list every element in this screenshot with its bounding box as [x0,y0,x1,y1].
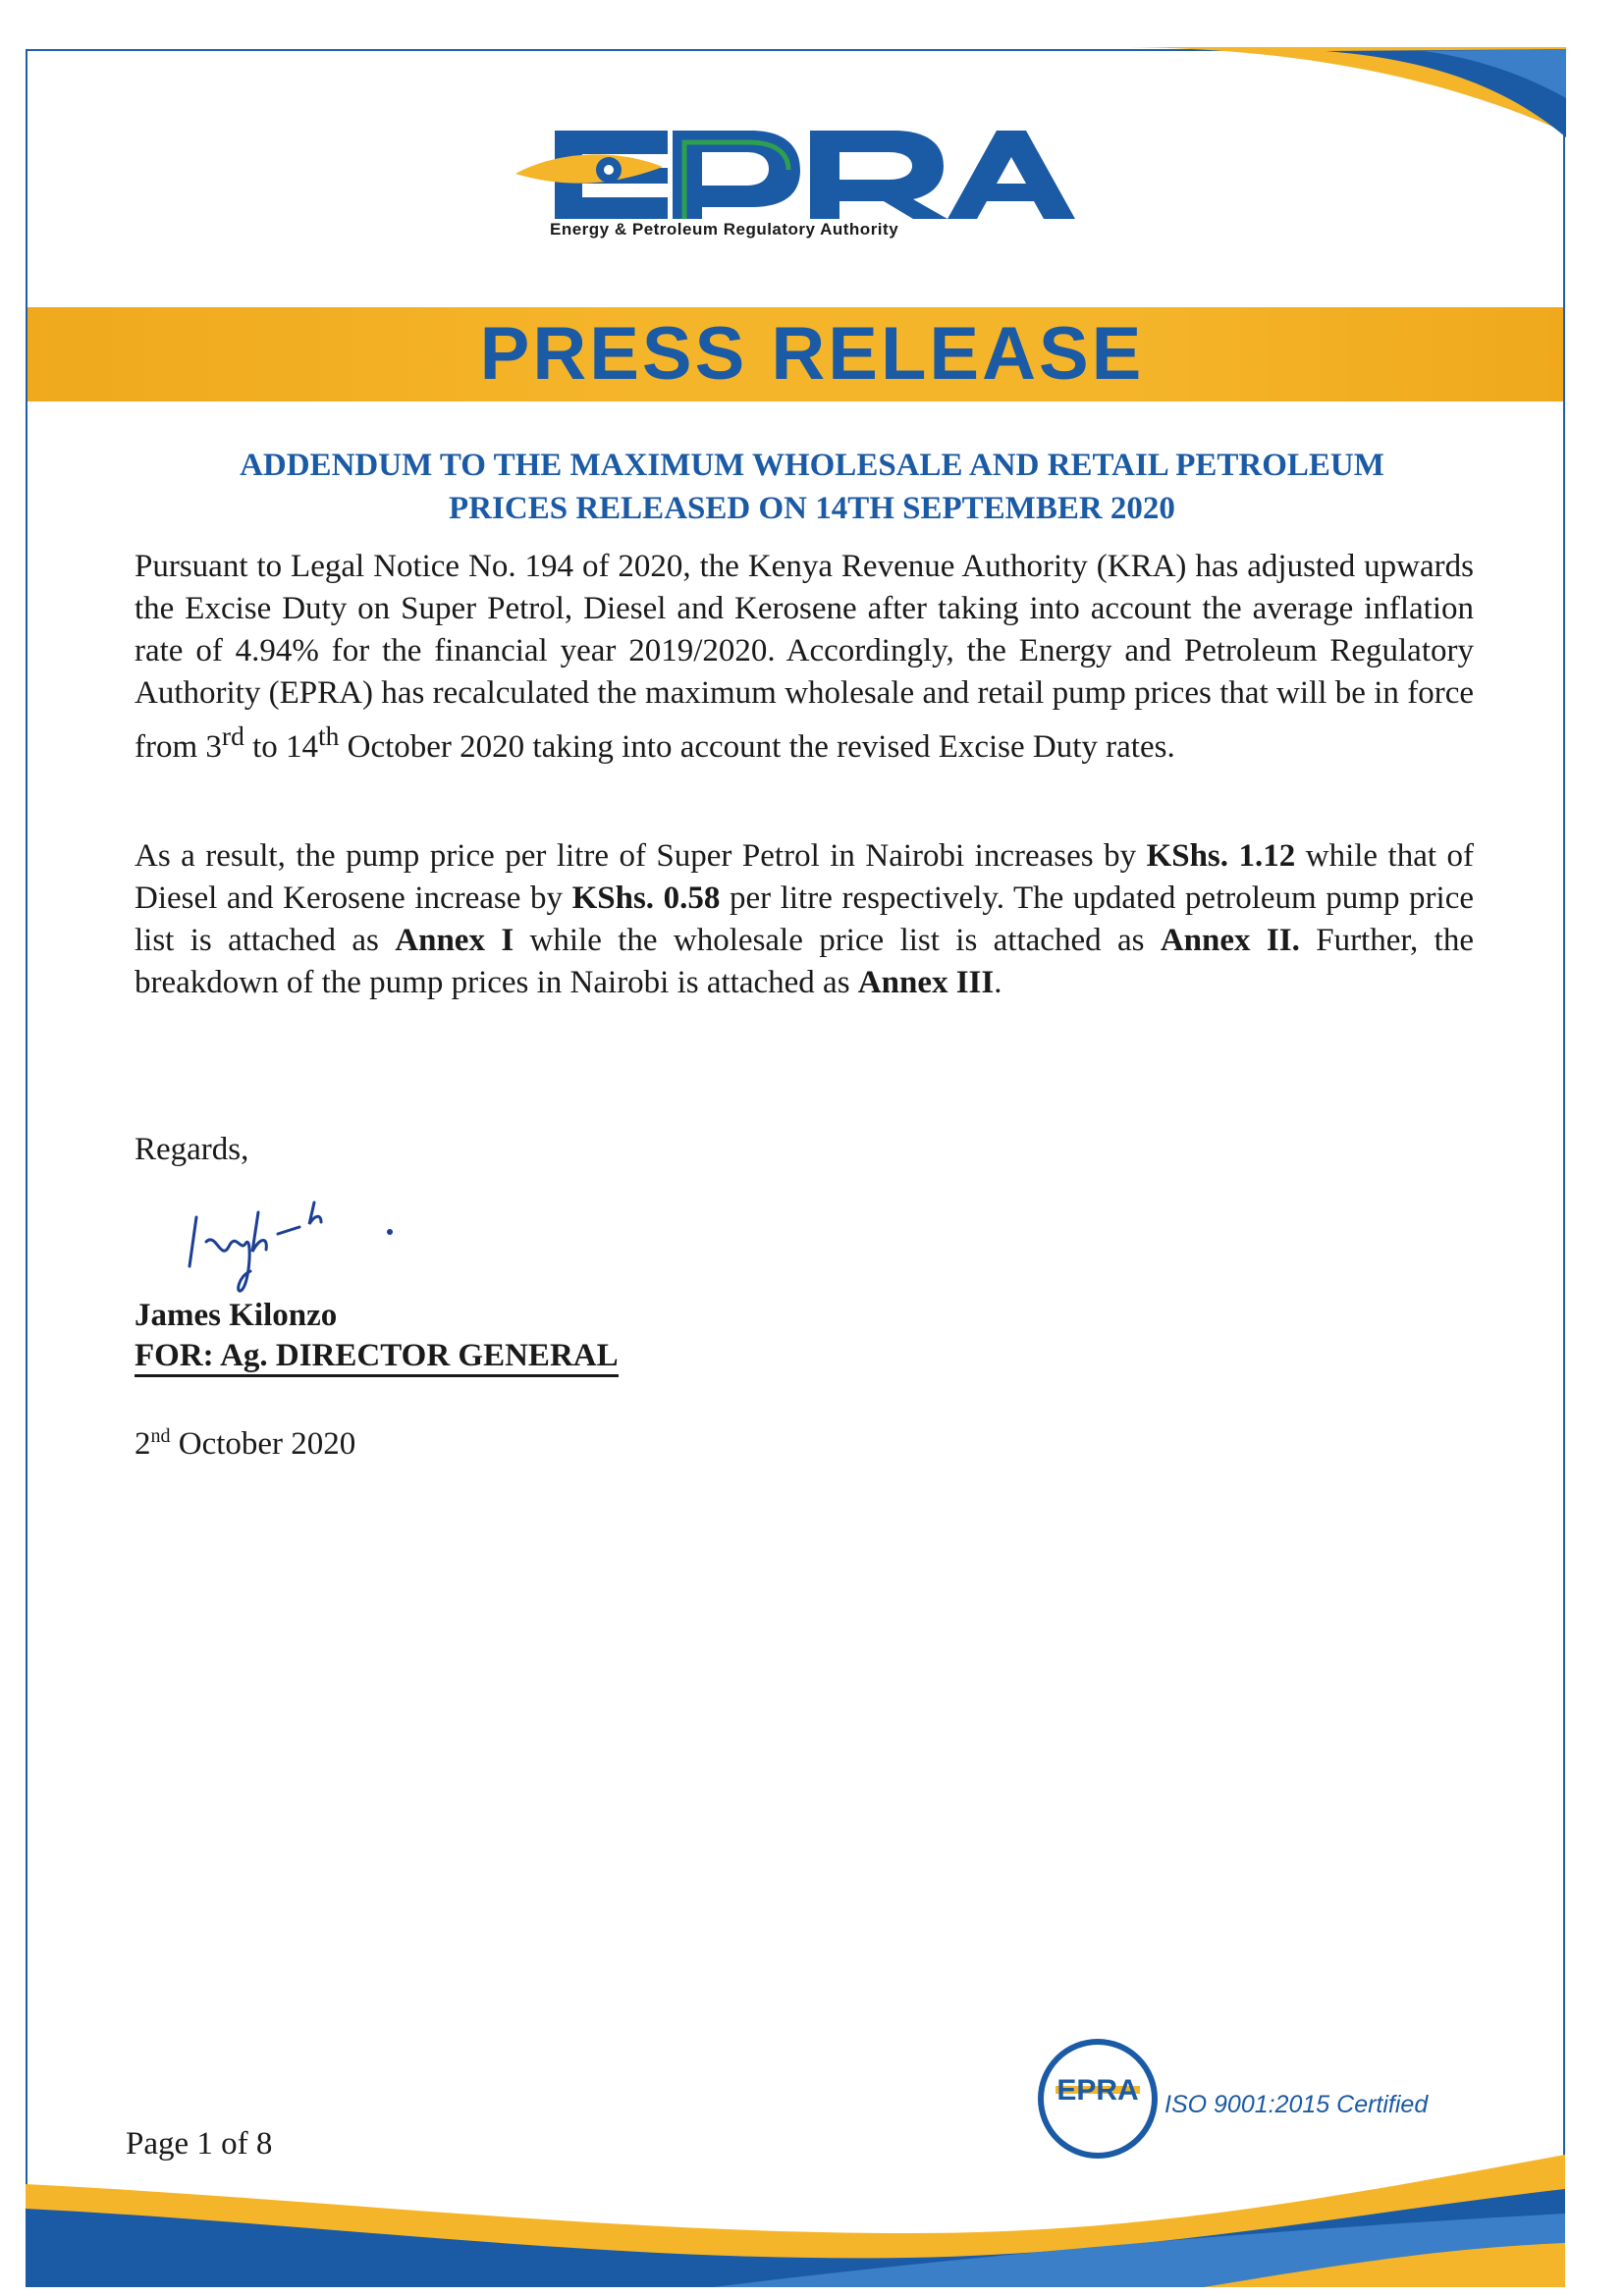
paragraph-1: Pursuant to Legal Notice No. 194 of 2020, the Kenya Revenue Authority (KRA) has adjusted upwards the Excise Duty on Super Petrol, Diesel and Kerosene after taking into account the average inflation rate of 4.94% for the financial year 2019/2020. Accordingly, the Energy and Petroleum Regulatory Authority (EPRA) has recalculated the maximum wholesale and retail pump prices that will be in force from 3rd to 14th October 2020 taking into account the revised Excise Duty rates. [135,549,1474,765]
release-date: 2nd October 2020 [135,1425,356,1462]
handwritten-signature [182,1193,407,1301]
paragraph-2: As a result, the pump price per litre of Super Petrol in Nairobi increases by KShs. 1.12 while that of Diesel and Kerosene increase by KShs. 0.58 per litre respectively. The updated petroleum pump price list is attached as Annex I while the wholesale price list is attached as Annex II. Further, the breakdown of the pump prices in Nairobi is attached as Annex III. [135,838,1475,1000]
subtitle-line-1: ADDENDUM TO THE MAXIMUM WHOLESALE AND RETAIL PETROLEUM [240,448,1384,483]
footer-wave-decoration [26,2155,1565,2287]
subtitle-line-2: PRICES RELEASED ON 14TH SEPTEMBER 2020 [449,491,1175,526]
signer-title: FOR: Ag. DIRECTOR GENERAL [135,1337,619,1377]
signer-name: James Kilonzo [135,1298,338,1333]
document-subtitle [147,444,1477,530]
iso-certification: ISO 9001:2015 Certified [1164,2091,1429,2118]
svg-text:EPRA: EPRA [1056,2074,1139,2107]
banner-title: PRESS RELEASE [479,312,1145,396]
page-number: Page 1 of 8 [126,2126,273,2162]
logo-tagline: Energy & Petroleum Regulatory Authority [550,220,899,239]
corner-decoration [1129,39,1571,157]
regards-text: Regards, [135,1132,249,1167]
epra-seal-icon [1034,2035,1162,2163]
